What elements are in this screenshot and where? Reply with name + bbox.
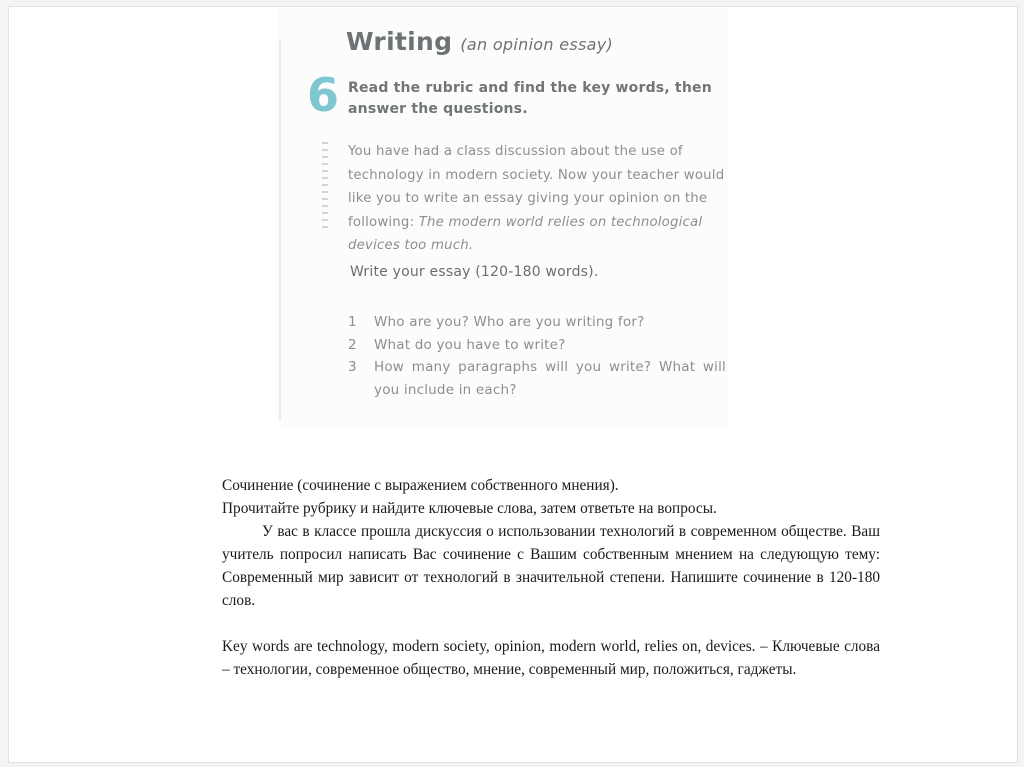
question-list <box>348 311 726 401</box>
translation-instruction: Прочитайте рубрику и найдите ключевые слова, затем ответьте на вопросы. <box>222 500 717 517</box>
question-number: 1 <box>348 314 357 330</box>
section-title <box>346 27 613 56</box>
question-item <box>348 311 726 334</box>
task-instruction: Read the rubric and find the key words, then answer the questions. <box>348 80 712 117</box>
section-title-subtitle: (an opinion essay) <box>460 35 614 54</box>
rubric-plain: You have had a class discussion about the use of technology in modern society. Now your teacher would like you to write an essay giving your opinion on the following: <box>348 144 725 230</box>
translation-body: У вас в классе прошла дискуссия о использовании технологий в современном обществе. Ваш учитель попросил написать Вас сочинение с Вашим собственным мнением на следующую тему: Современный мир зависит от технологий в значительной степени. Напишите сочинение в 120-180 слов. <box>222 523 880 609</box>
section-title-main: Writing <box>346 27 453 56</box>
translation-title: Сочинение (сочинение с выражением собственного мнения). <box>222 477 619 494</box>
decorative-dots <box>322 142 328 232</box>
question-text: How many paragraphs will you write? What will you include in each? <box>374 359 726 398</box>
question-number: 3 <box>348 359 357 375</box>
question-item <box>348 356 726 401</box>
task-number: 6 <box>307 68 340 122</box>
rubric-text <box>348 140 738 258</box>
write-instruction: Write your essay (120-180 words). <box>350 264 599 280</box>
translation-block <box>222 474 880 681</box>
paragraph-gap <box>222 612 880 635</box>
question-text: Who are you? Who are you writing for? <box>374 314 645 330</box>
question-text: What do you have to write? <box>374 336 566 353</box>
question-number: 2 <box>348 336 357 353</box>
question-item <box>348 334 726 357</box>
key-words-paragraph: Key words are technology, modern society, opinion, modern world, relies on, devices. – Ключевые слова – технологии, современное общество, мнение, современный мир, положиться, гаджеты. <box>222 638 880 678</box>
scan-page-edge <box>279 40 281 420</box>
rubric-italic: The modern world relies on technological devices too much. <box>348 214 703 253</box>
